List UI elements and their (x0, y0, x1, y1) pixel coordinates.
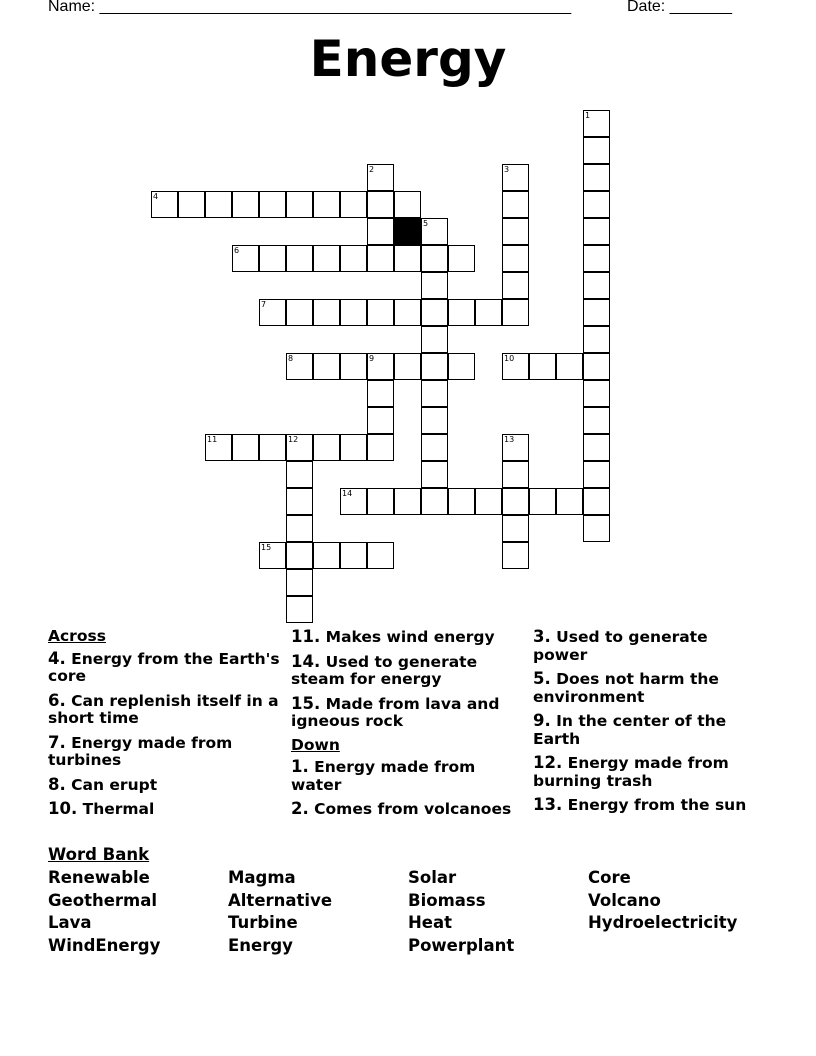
clue-across (291, 695, 523, 731)
crossword-cell[interactable] (583, 353, 610, 380)
crossword-cell[interactable] (502, 515, 529, 542)
name-field-line: Name: _____________________________________________________ (48, 0, 572, 15)
crossword-cell[interactable] (151, 191, 178, 218)
crossword-cell[interactable] (583, 407, 610, 434)
crossword-cell[interactable] (421, 272, 448, 299)
date-field-line: Date: _______ (627, 0, 732, 15)
word-bank-item: Lava (48, 913, 92, 932)
crossword-cell[interactable] (286, 515, 313, 542)
crossword-cell[interactable] (583, 461, 610, 488)
crossword-cell[interactable] (583, 434, 610, 461)
crossword-cell[interactable] (340, 434, 367, 461)
word-bank-item: Magma (228, 868, 296, 887)
crossword-cell[interactable] (340, 353, 367, 380)
clue-number: 3. (533, 627, 551, 646)
crossword-cell[interactable] (394, 299, 421, 326)
crossword-cell[interactable] (421, 380, 448, 407)
crossword-cell[interactable] (583, 245, 610, 272)
clue-across (48, 776, 280, 795)
cell-number: 14 (342, 489, 353, 498)
crossword-cell[interactable] (286, 245, 313, 272)
crossword-cell[interactable] (583, 110, 610, 137)
crossword-cell[interactable] (367, 488, 394, 515)
crossword-cell[interactable] (583, 380, 610, 407)
crossword-cell[interactable] (529, 353, 556, 380)
crossword-cell[interactable] (178, 191, 205, 218)
clue-text: In the center of the Earth (533, 712, 727, 748)
word-bank-item: Heat (408, 913, 453, 932)
crossword-cell[interactable] (367, 542, 394, 569)
clue-number: 12. (533, 753, 563, 772)
crossword-cell[interactable] (394, 488, 421, 515)
word-bank-item: Geothermal (48, 891, 158, 910)
word-bank-item: WindEnergy (48, 936, 161, 955)
crossword-cell[interactable] (313, 434, 340, 461)
crossword-cell[interactable] (502, 245, 529, 272)
clue-text: Energy from the Earth's core (48, 649, 280, 685)
crossword-cell[interactable] (367, 191, 394, 218)
crossword-cell[interactable] (448, 299, 475, 326)
crossword-cell[interactable] (313, 353, 340, 380)
down-heading: Down (291, 735, 340, 754)
crossword-cell[interactable] (583, 218, 610, 245)
crossword-cell[interactable] (205, 191, 232, 218)
cell-number: 3 (504, 165, 510, 174)
crossword-cell[interactable] (367, 218, 394, 245)
clue-text: Can replenish itself in a short time (48, 691, 279, 727)
crossword-cell[interactable] (259, 191, 286, 218)
crossword-cell[interactable] (286, 596, 313, 623)
crossword-cell[interactable] (259, 542, 286, 569)
clue-text: Comes from volcanoes (314, 800, 512, 818)
crossword-cell[interactable] (394, 191, 421, 218)
word-bank-item: Volcano (588, 891, 661, 910)
clue-number: 5. (533, 669, 551, 688)
clue-number: 11. (291, 627, 321, 646)
crossword-cell[interactable] (340, 245, 367, 272)
clue-number: 7. (48, 732, 66, 752)
clue-text: Does not harm the environment (533, 670, 719, 706)
cell-number: 12 (288, 435, 299, 444)
crossword-cell[interactable] (502, 488, 529, 515)
word-bank-item: Core (588, 868, 631, 887)
clue-number: 1. (291, 757, 309, 776)
crossword-cell[interactable] (367, 353, 394, 380)
crossword-cell[interactable] (421, 488, 448, 515)
cell-number: 11 (207, 435, 218, 444)
clue-text: Can erupt (71, 775, 158, 794)
clue-number: 13. (533, 795, 563, 814)
clue-number: 8. (48, 774, 66, 794)
crossword-cell[interactable] (502, 164, 529, 191)
crossword-cell[interactable] (421, 461, 448, 488)
crossword-cell[interactable] (475, 299, 502, 326)
clue-text: Energy from the sun (567, 796, 747, 814)
crossword-cell[interactable] (529, 488, 556, 515)
cell-number: 6 (234, 246, 240, 255)
clue-across (291, 653, 523, 689)
cell-number: 5 (423, 219, 429, 228)
crossword-cell[interactable] (502, 353, 529, 380)
crossword-cell[interactable] (502, 218, 529, 245)
cell-number: 13 (504, 435, 515, 444)
crossword-cell[interactable] (502, 299, 529, 326)
cell-number: 1 (585, 111, 591, 120)
crossword-cell[interactable] (340, 191, 367, 218)
across-heading: Across (48, 627, 106, 645)
crossword-cell[interactable] (556, 488, 583, 515)
crossword-cell[interactable] (340, 488, 367, 515)
crossword-cell[interactable] (367, 434, 394, 461)
crossword-cell[interactable] (583, 488, 610, 515)
crossword-cell[interactable] (340, 542, 367, 569)
crossword-cell[interactable] (313, 299, 340, 326)
clue-down (533, 670, 765, 706)
crossword-cell[interactable] (502, 434, 529, 461)
crossword-cell[interactable] (313, 542, 340, 569)
clue-text: Made from lava and igneous rock (291, 694, 500, 730)
clue-text: Energy made from burning trash (533, 754, 729, 790)
cell-number: 8 (288, 354, 294, 363)
crossword-cell[interactable] (286, 434, 313, 461)
crossword-cell[interactable] (556, 353, 583, 380)
cell-number: 15 (261, 543, 272, 552)
crossword-cell[interactable] (421, 299, 448, 326)
crossword-cell[interactable] (232, 245, 259, 272)
crossword-cell[interactable] (232, 191, 259, 218)
clue-text: Energy made from turbines (48, 733, 233, 769)
crossword-cell[interactable] (259, 434, 286, 461)
cell-number: 2 (369, 165, 375, 174)
crossword-cell[interactable] (583, 326, 610, 353)
clue-number: 2. (291, 799, 309, 818)
clue-across (48, 692, 280, 728)
crossword-cell[interactable] (313, 245, 340, 272)
crossword-cell[interactable] (421, 326, 448, 353)
crossword-cell[interactable] (286, 461, 313, 488)
crossword-cell[interactable] (232, 434, 259, 461)
crossword-cell[interactable] (421, 218, 448, 245)
clue-column-2 (291, 628, 523, 825)
crossword-cell[interactable] (367, 380, 394, 407)
crossword-cell[interactable] (367, 407, 394, 434)
clue-number: 6. (48, 690, 66, 710)
clue-number: 9. (533, 711, 551, 730)
clue-across (48, 734, 280, 770)
clue-down (533, 796, 765, 815)
clue-down (533, 754, 765, 790)
word-bank-item: Powerplant (408, 936, 515, 955)
clue-number: 4. (48, 648, 66, 668)
cell-number: 9 (369, 354, 375, 363)
crossword-cell[interactable] (583, 299, 610, 326)
crossword-cell[interactable] (259, 299, 286, 326)
cell-number: 4 (153, 192, 159, 201)
crossword-cell[interactable] (394, 245, 421, 272)
black-square (394, 218, 421, 245)
clue-column-1 (48, 628, 280, 825)
clue-text: Energy made from water (291, 758, 476, 794)
crossword-cell[interactable] (367, 245, 394, 272)
crossword-cell[interactable] (448, 353, 475, 380)
clue-across (291, 628, 523, 647)
word-bank-item: Turbine (228, 913, 298, 932)
crossword-cell[interactable] (502, 191, 529, 218)
clue-number: 14. (291, 651, 321, 671)
word-bank-item: Solar (408, 868, 457, 887)
crossword-cell[interactable] (286, 542, 313, 569)
crossword-cell[interactable] (421, 245, 448, 272)
clue-text: Makes wind energy (325, 628, 495, 646)
clue-number: 15. (291, 693, 321, 713)
word-bank-heading: Word Bank (48, 845, 150, 864)
clue-column-3 (533, 628, 765, 821)
word-bank-item: Renewable (48, 868, 150, 887)
crossword-cell[interactable] (502, 461, 529, 488)
clue-down (291, 800, 523, 819)
word-bank-item: Alternative (228, 891, 333, 910)
page-title: Energy (309, 30, 507, 88)
cell-number: 7 (261, 300, 267, 309)
crossword-cell[interactable] (367, 164, 394, 191)
crossword-cell[interactable] (286, 353, 313, 380)
crossword-cell[interactable] (583, 272, 610, 299)
word-bank-item: Hydroelectricity (588, 913, 738, 932)
crossword-cell[interactable] (421, 434, 448, 461)
crossword-cell[interactable] (475, 488, 502, 515)
clue-down (533, 628, 765, 664)
crossword-cell[interactable] (448, 488, 475, 515)
crossword-cell[interactable] (583, 164, 610, 191)
clue-text: Thermal (82, 800, 155, 818)
clue-text: Used to generate steam for energy (291, 652, 478, 688)
crossword-cell[interactable] (394, 353, 421, 380)
crossword-cell[interactable] (502, 272, 529, 299)
clue-text: Used to generate power (533, 628, 708, 664)
crossword-cell[interactable] (286, 299, 313, 326)
crossword-cell[interactable] (448, 245, 475, 272)
word-bank-item: Biomass (408, 891, 486, 910)
crossword-cell[interactable] (259, 245, 286, 272)
crossword-cell[interactable] (313, 191, 340, 218)
crossword-cell[interactable] (286, 191, 313, 218)
clue-down (291, 758, 523, 794)
crossword-cell[interactable] (340, 299, 367, 326)
crossword-cell[interactable] (421, 353, 448, 380)
crossword-cell[interactable] (583, 191, 610, 218)
crossword-cell[interactable] (286, 569, 313, 596)
clue-down (533, 712, 765, 748)
crossword-cell[interactable] (421, 407, 448, 434)
word-bank-item: Energy (228, 936, 293, 955)
crossword-cell[interactable] (205, 434, 232, 461)
clue-across (48, 650, 280, 686)
crossword-cell[interactable] (583, 137, 610, 164)
crossword-cell[interactable] (367, 299, 394, 326)
cell-number: 10 (504, 354, 515, 363)
clue-number: 10. (48, 799, 78, 818)
crossword-cell[interactable] (502, 542, 529, 569)
crossword-cell[interactable] (286, 488, 313, 515)
crossword-cell[interactable] (583, 515, 610, 542)
clue-across (48, 800, 280, 819)
